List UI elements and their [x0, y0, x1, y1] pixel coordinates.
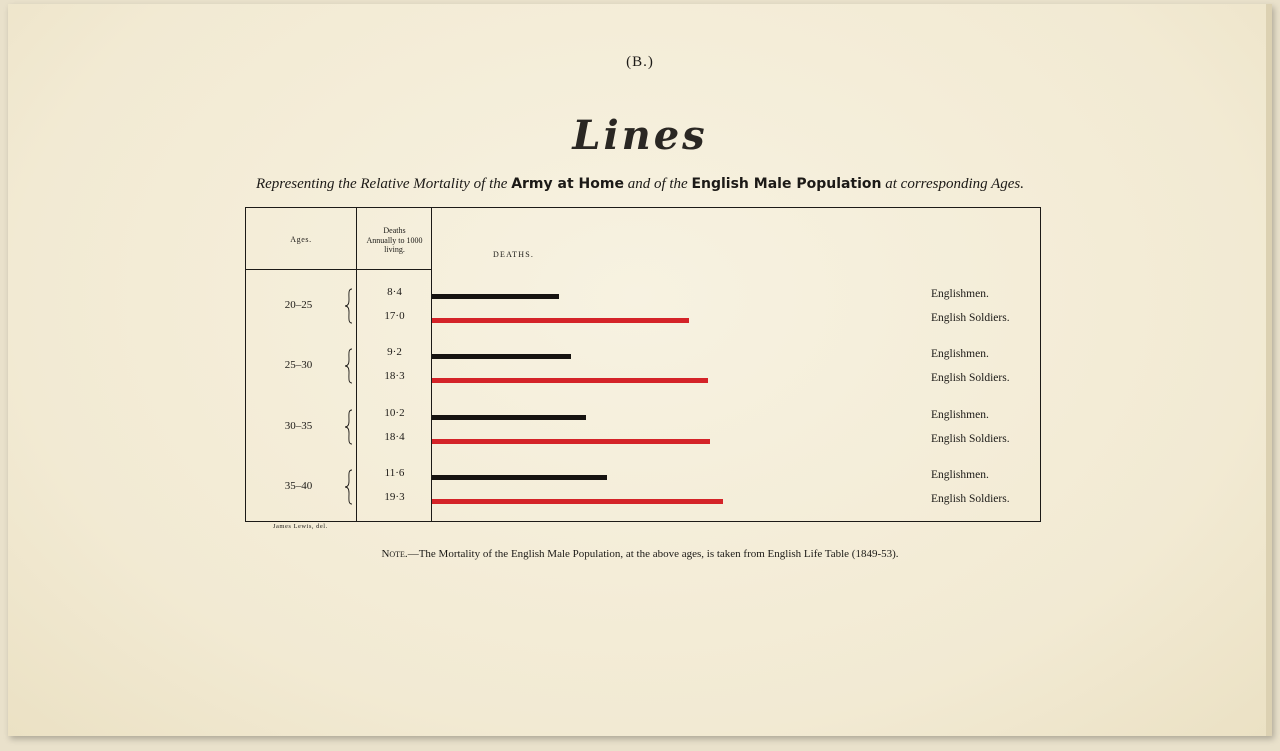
subtitle-part5: at corresponding Ages.	[885, 176, 1025, 192]
series-label: English Soldiers.	[931, 372, 1010, 384]
value-label: 18·4	[384, 431, 405, 443]
value-label: 11·6	[384, 467, 405, 479]
brace-icon	[344, 409, 354, 445]
series-label: Englishmen.	[931, 348, 989, 360]
deaths-axis-label: DEATHS.	[493, 250, 535, 259]
ages-header: Ages.	[290, 235, 312, 244]
header-rule	[246, 269, 431, 270]
series-label: Englishmen.	[931, 409, 989, 421]
age-group-label: 35–40	[284, 480, 313, 492]
series-label: Englishmen.	[931, 469, 989, 481]
value-label: 10·2	[384, 407, 405, 419]
subtitle-part2: Army at Home	[511, 176, 624, 192]
value-label: 8·4	[387, 286, 402, 298]
value-label: 19·3	[384, 491, 405, 503]
footnote	[0, 548, 1280, 560]
englishmen-bar	[432, 354, 571, 359]
series-label: English Soldiers.	[931, 433, 1010, 445]
deaths-header-line3: living.	[384, 245, 405, 254]
deaths-per-1000-header	[358, 226, 431, 255]
ages-column-divider	[356, 208, 357, 521]
subtitle-part3: and of the	[627, 176, 688, 192]
brace-icon	[344, 469, 354, 505]
artist-credit: James Lewis, del.	[273, 523, 328, 530]
brace-icon	[344, 348, 354, 384]
soldiers-bar	[432, 318, 689, 323]
age-group-label: 25–30	[284, 359, 313, 371]
soldiers-bar	[432, 499, 723, 504]
chart-frame	[245, 207, 1041, 522]
plate-label: (B.)	[626, 54, 654, 70]
deaths-header-line2: Annually to 1000	[366, 235, 423, 245]
soldiers-bar	[432, 439, 710, 444]
subtitle-part1: Representing the Relative Mortality of the	[255, 176, 508, 192]
englishmen-bar	[432, 415, 586, 420]
series-label: English Soldiers.	[931, 312, 1010, 324]
age-group-label: 30–35	[284, 420, 313, 432]
soldiers-bar	[432, 378, 708, 383]
chart-heading: Lines	[572, 112, 708, 159]
value-label: 17·0	[384, 310, 405, 322]
subtitle-part4: English Male Population	[691, 176, 882, 192]
value-label: 9·2	[387, 346, 402, 358]
deaths-header-line1: Deaths	[383, 226, 406, 235]
englishmen-bar	[432, 475, 607, 480]
note-text: —The Mortality of the English Male Population, at the above ages, is taken from English Life Table (1849-53).	[407, 548, 899, 560]
englishmen-bar	[432, 294, 559, 299]
brace-icon	[344, 288, 354, 324]
note-lead: Note.	[381, 548, 408, 560]
series-label: Englishmen.	[931, 288, 989, 300]
age-group-label: 20–25	[284, 299, 313, 311]
chart-subtitle	[0, 176, 1280, 193]
series-label: English Soldiers.	[931, 493, 1010, 505]
value-label: 18·3	[384, 370, 405, 382]
